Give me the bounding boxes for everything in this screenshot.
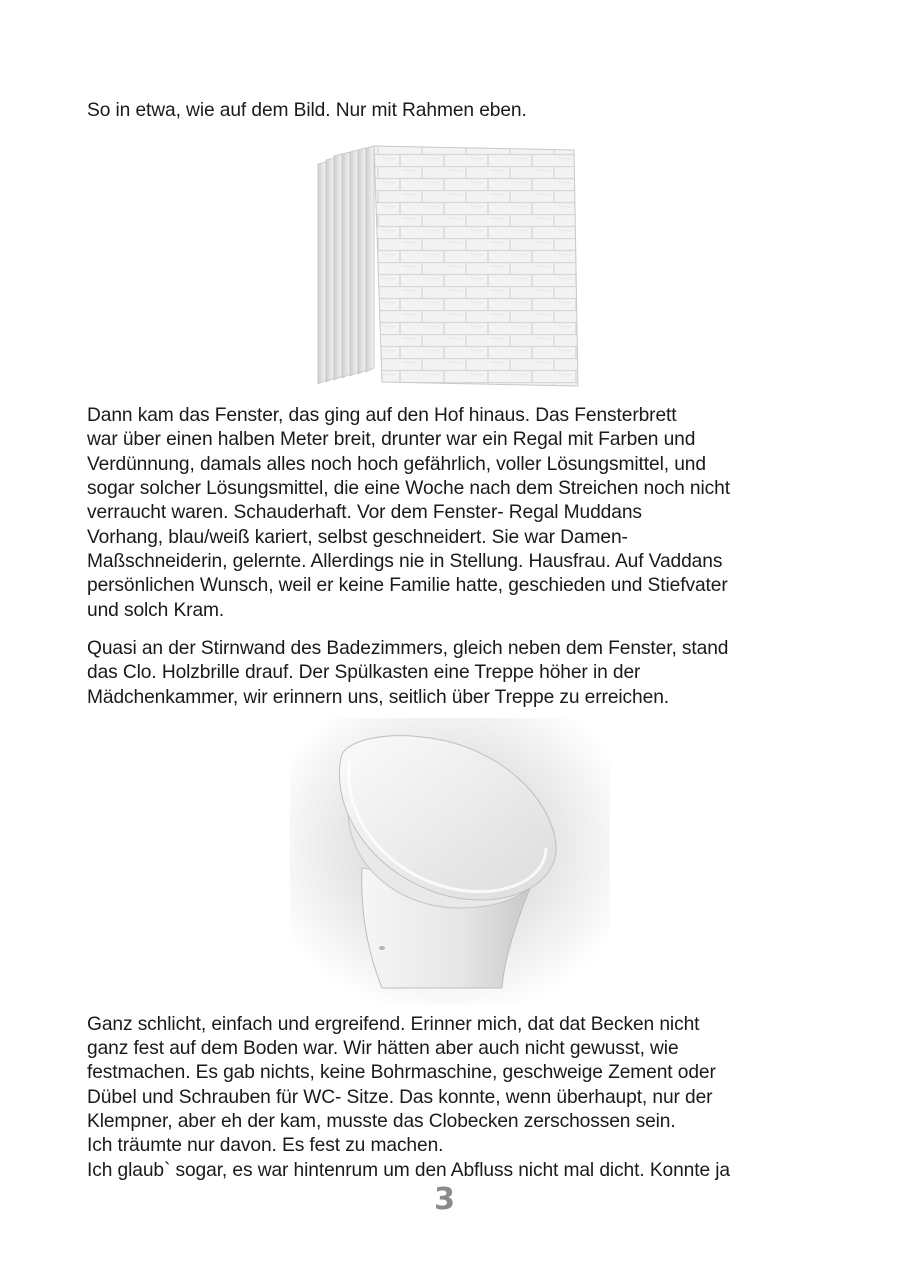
brick-panels-image [312, 142, 582, 390]
text-line: Ganz schlicht, einfach und ergreifend. Erinner mich, dat dat Becken nicht [87, 1014, 700, 1035]
text-line: Verdünnung, damals alles noch hoch gefährlich, voller Lösungsmittel, und [87, 454, 706, 475]
text-line: Quasi an der Stirnwand des Badezimmers, gleich neben dem Fenster, stand [87, 638, 729, 659]
text-line: Ich träumte nur davon. Es fest zu machen. [87, 1135, 444, 1156]
text-line: das Clo. Holzbrille drauf. Der Spülkasten eine Treppe höher in der [87, 662, 641, 683]
front-panel [374, 146, 578, 386]
toilet-image [290, 718, 610, 1004]
text-line: Dann kam das Fenster, das ging auf den Hof hinaus. Das Fensterbrett [87, 405, 677, 426]
text-line: verraucht waren. Schauderhaft. Vor dem Fenster- Regal Muddans [87, 502, 642, 523]
text-line: persönlichen Wunsch, weil er keine Familie hatte, geschieden und Stiefvater [87, 575, 728, 596]
text-line: Maßschneiderin, gelernte. Allerdings nie in Stellung. Hausfrau. Auf Vaddans [87, 551, 723, 572]
text-line: und solch Kram. [87, 600, 225, 621]
panel-stack-edges [318, 146, 374, 384]
page-number: 3 [434, 1182, 456, 1217]
text-line: Dübel und Schrauben für WC- Sitze. Das konnte, wenn überhaupt, nur der [87, 1087, 713, 1108]
text-line: Vorhang, blau/weiß kariert, selbst geschneidert. Sie war Damen- [87, 527, 628, 548]
text-line: Ich glaub` sogar, es war hintenrum um den Abfluss nicht mal dicht. Konnte ja [87, 1160, 730, 1181]
text-line: Mädchenkammer, wir erinnern uns, seitlich über Treppe zu erreichen. [87, 687, 669, 708]
text-line: sogar solcher Lösungsmittel, die eine Woche nach dem Streichen noch nicht [87, 478, 730, 499]
drain-hole [379, 946, 385, 950]
text-line: festmachen. Es gab nichts, keine Bohrmaschine, geschweige Zement oder [87, 1062, 716, 1083]
text-line: war über einen halben Meter breit, drunter war ein Regal mit Farben und [87, 429, 696, 450]
text-line: ganz fest auf dem Boden war. Wir hätten aber auch nicht gewusst, wie [87, 1038, 679, 1059]
text-line: Klempner, aber eh der kam, musste das Clobecken zerschossen sein. [87, 1111, 676, 1132]
intro-text: So in etwa, wie auf dem Bild. Nur mit Rahmen eben. [87, 100, 527, 121]
